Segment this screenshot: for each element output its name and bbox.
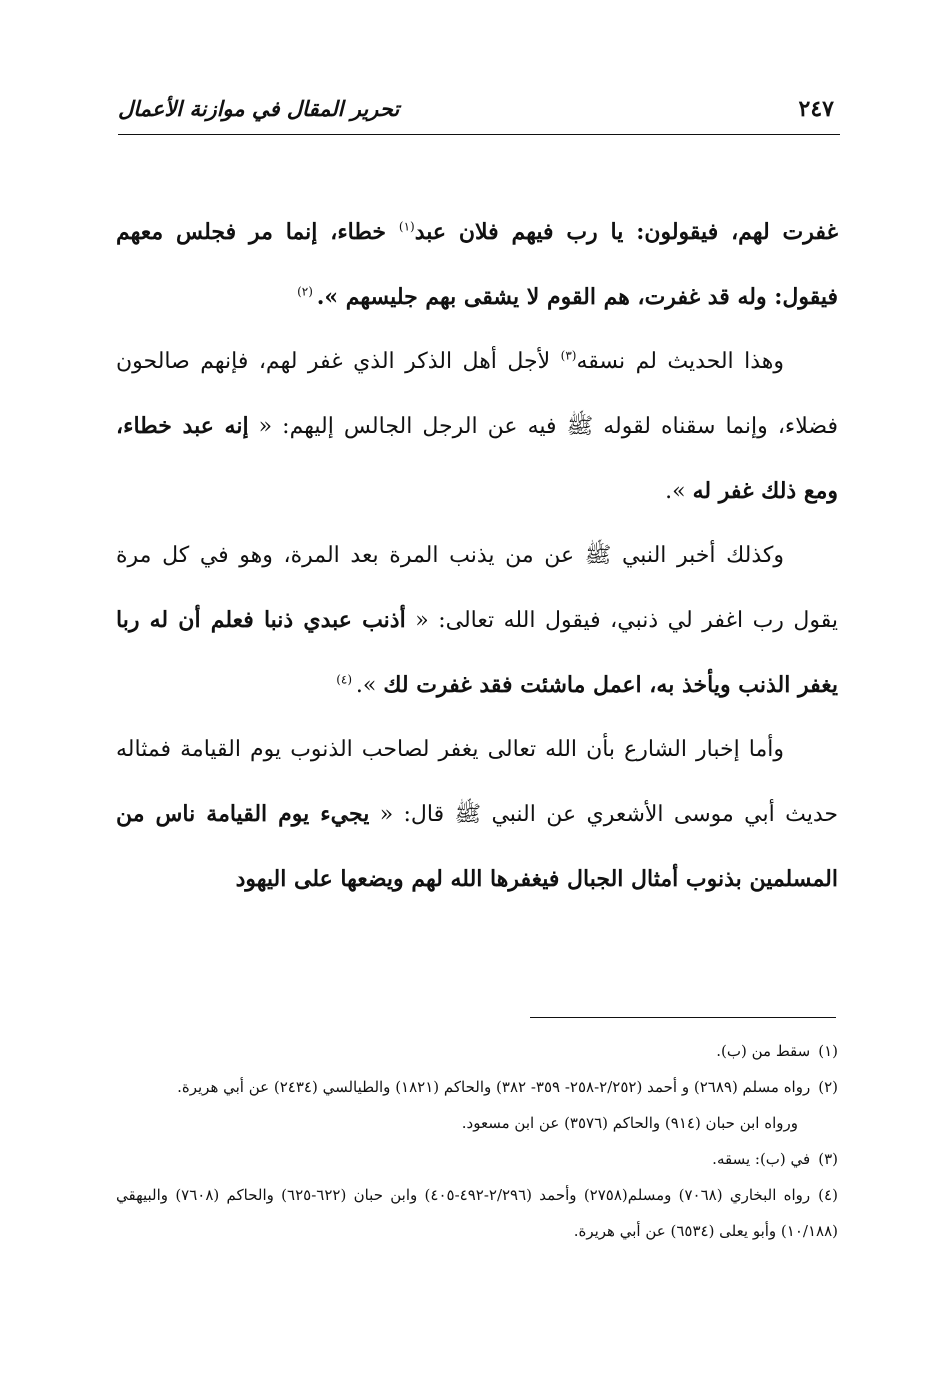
body-text: وأما إخبار الشارع بأن الله تعالى يغفر لصاحب الذنوب يوم القيامة فمثاله حديث أبي موسى الأشعري عن النبي ﷺ قال: « — [116, 737, 838, 827]
footnote-text: في (ب): يسقه. — [712, 1150, 811, 1168]
footnote-rule — [530, 1017, 836, 1018]
footnotes — [116, 1033, 838, 1249]
hadith-text: أذنب عبدي ذنبا فعلم أن له ربا يغفر الذنب ويأخذ به، اعمل ماشئت فقد غفرت لك — [116, 607, 838, 698]
hadith-text: يجيء يوم القيامة ناس من المسلمين بذنوب أمثال الجبال فيغفرها الله لهم ويضعها على اليهود — [116, 801, 838, 892]
footnote-ref: (٣) — [560, 348, 577, 363]
body-text: لأجل أهل الذكر الذي غفر لهم، فإنهم صالحون فضلاء، وإنما سقناه لقوله ﷺ فيه عن الرجل الجالس إليهم: « — [116, 349, 838, 439]
paragraph-4 — [116, 718, 838, 912]
hadith-text: إنه عبد خطاء، ومع ذلك غفر له — [116, 413, 838, 504]
footnote-number: (٤) — [818, 1186, 838, 1204]
footnote-1 — [116, 1033, 838, 1069]
page-number: ٢٤٧ — [798, 96, 834, 122]
paragraph-2 — [116, 330, 838, 524]
running-title: تحرير المقال في موازنة الأعمال — [118, 96, 400, 121]
paragraph-1 — [116, 200, 838, 330]
hadith-text: غفرت لهم، فيقولون: يا رب فيهم فلان عبد — [414, 219, 838, 245]
footnote-number: (٣) — [818, 1150, 838, 1168]
hadith-text: خطاء، إنما مر فجلس معهم فيقول: وله قد غفرت، هم القوم لا يشقى بهم جليسهم ». — [116, 219, 838, 310]
footnote-text: رواه البخاري (٧٠٦٨) ومسلم(٢٧٥٨) وأحمد (٢/٢٩٦-٤٩٢-٤٠٥) وابن حبان (٦٢٢-٦٢٥) والحاكم (٧٦٠٨) والبيهقي (١٠/١٨٨) وأبو يعلى (٦٥٣٤) عن أبي هريرة. — [116, 1186, 838, 1240]
footnote-number: (١) — [818, 1042, 838, 1060]
footnote-ref: (٢) — [297, 284, 317, 299]
body-text: ». — [665, 479, 693, 504]
body-text: وكذلك أخبر النبي ﷺ عن من يذنب المرة بعد المرة، وهو في كل مرة يقول رب اغفر لي ذنبي، فيقول الله تعالى: « — [116, 543, 839, 633]
paragraph-3 — [116, 524, 838, 718]
main-text — [116, 200, 838, 912]
footnote-number: (٢) — [818, 1078, 838, 1096]
running-header — [118, 92, 840, 132]
footnote-4 — [116, 1177, 838, 1249]
body-text: ». — [355, 673, 384, 698]
footnote-text: ورواه ابن حبان (٩١٤) والحاكم (٣٥٧٦) عن ابن مسعود. — [461, 1114, 798, 1132]
footnote-3 — [116, 1141, 838, 1177]
footnote-text: سقط من (ب). — [716, 1042, 811, 1060]
header-rule — [118, 134, 840, 135]
footnote-2 — [116, 1069, 838, 1105]
footnote-ref: (٤) — [336, 672, 356, 687]
footnote-2-continued — [116, 1105, 838, 1141]
footnote-text: رواه مسلم (٢٦٨٩) و أحمد (٢/٢٥٢-٢٥٨- ٣٥٩- ٣٨٢) والحاكم (١٨٢١) والطيالسي (٢٤٣٤) عن أبي هريرة. — [177, 1078, 811, 1096]
footnote-ref: (١) — [398, 219, 415, 234]
body-text: وهذا الحديث لم نسقه — [576, 349, 784, 374]
